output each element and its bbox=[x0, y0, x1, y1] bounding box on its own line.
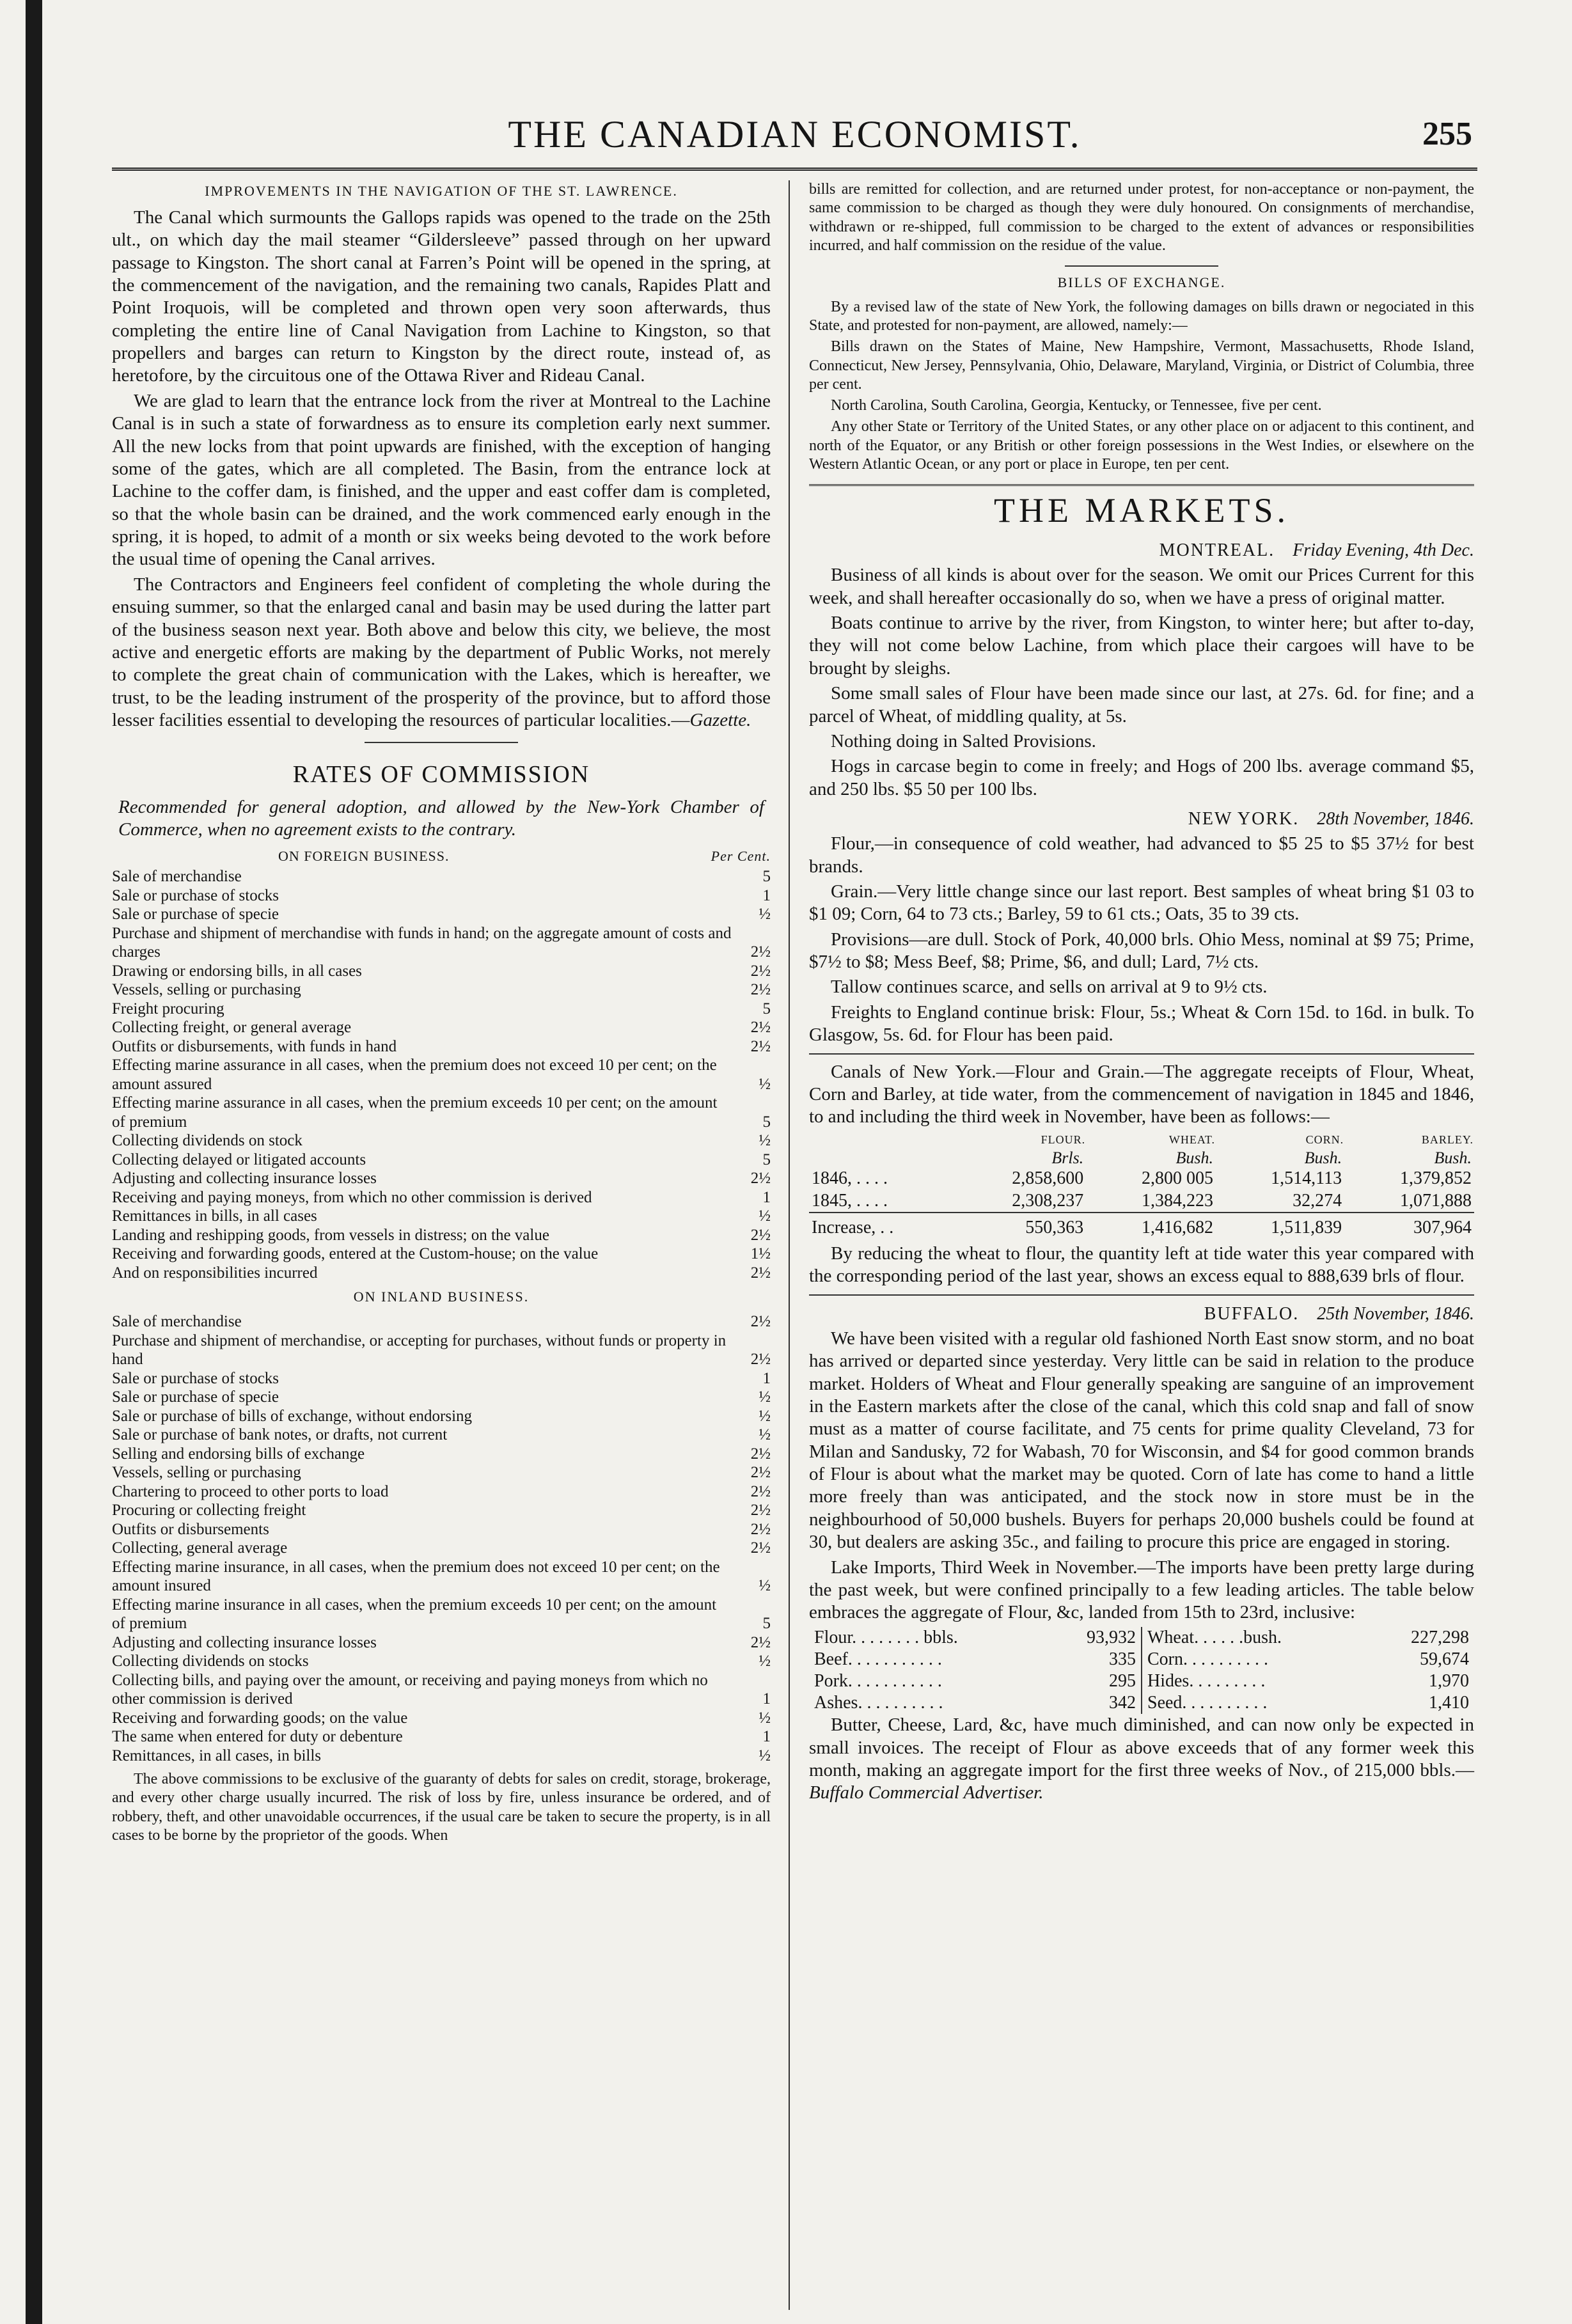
rate-value: 2½ bbox=[750, 981, 771, 999]
rate-value: 5 bbox=[762, 1150, 771, 1168]
import-row bbox=[1147, 1692, 1469, 1714]
canals-column-header: FLOUR. bbox=[1041, 1133, 1086, 1146]
buffalo-paragraph-2: Lake Imports, Third Week in November.—The imports have been pretty large during the past week, but were confined principally to a few leading articles. The table below embraces the aggregate of Flour, &c, landed from 15th to 23rd, inclusive: bbox=[809, 1557, 1474, 1623]
rate-item: Vessels, selling or purchasing bbox=[112, 981, 301, 999]
rate-row bbox=[112, 1264, 771, 1283]
rate-value: 2½ bbox=[750, 1502, 771, 1519]
rate-row bbox=[112, 1482, 771, 1502]
canals-outro: By reducing the wheat to flour, the quantity left at tide water this year compared with the corresponding period of the last year, shows an excess equal to 888,639 brls of flour. bbox=[809, 1243, 1474, 1287]
commission-footnote: The above commissions to be exclusive of the guaranty of debts for sales on credit, storage, brokerage, and every other charge usually incurred. The risk of loss by fire, unless insurance be ordered, and of robbery, theft, and other unavoidable occurrences, if the usual care be taken to secure the property, is in all cases to be borne by the proprietor of the goods. When bbox=[112, 1771, 771, 1844]
rate-row bbox=[112, 1501, 771, 1520]
canals-units-row bbox=[809, 1148, 1474, 1168]
rate-row bbox=[112, 1094, 771, 1131]
import-value: 59,674 bbox=[1420, 1649, 1469, 1669]
rate-value: 1 bbox=[762, 1369, 771, 1387]
rate-item: Effecting marine assurance in all cases, when the premium exceeds 10 per cent; on the amount of premium bbox=[112, 1094, 718, 1131]
canals-column-header: WHEAT. bbox=[1168, 1133, 1216, 1146]
rate-item: Collecting, general average bbox=[112, 1539, 288, 1557]
canals-cell: 1845, . . . . bbox=[812, 1190, 888, 1211]
rate-item: Remittances in bills, in all cases bbox=[112, 1207, 317, 1225]
rate-value: ½ bbox=[758, 1426, 771, 1444]
rate-value: 1 bbox=[762, 1188, 771, 1206]
buffalo-paragraph-3 bbox=[809, 1714, 1474, 1805]
montreal-paragraph-4: Nothing doing in Salted Provisions. bbox=[831, 730, 1096, 751]
montreal-paragraph-1: Business of all kinds is about over for the season. We omit our Prices Current for this week, and shall hereafter occasionally do so, when we have a press of original matter. bbox=[809, 565, 1474, 608]
per-cent-label: Per Cent. bbox=[711, 847, 771, 864]
rate-item: Effecting marine insurance, in all cases, when the premium does not exceed 10 per cent; on the amount insured bbox=[112, 1558, 720, 1595]
import-row bbox=[1147, 1627, 1469, 1649]
right-column bbox=[809, 180, 1474, 1807]
exchange-paragraph-4: Any other State or Territory of the United States, or any other place on or adjacent to this continent, and north of the Equator, or any British or other foreign possessions in the West Indies, or elsewhere on the Western Atlantic Ocean, or any port or place in Europe, ten per cent. bbox=[809, 418, 1474, 473]
import-row bbox=[814, 1692, 1136, 1714]
rate-value: ½ bbox=[758, 1577, 771, 1595]
buffalo-paragraph-1: We have been visited with a regular old fashioned North East snow storm, and no boat has arrived or departed since yesterday. Very little can be said in relation to the produce market. Holders of Wheat and Flour generally speaking are sanguine of an improvement in the Eastern markets after the close of the canal, which this cold snap and fall of snow must as a matter of course facilitate, and 75 cents for prime quality Cleveland, 73 for Milan and Sandusky, 72 for Wabash, 70 for Wisconsin, and $4 for good common brands of Flour is about what the market may be quoted. Corn of late has come to hand a little more freely than was anticipated, and the stock now in store must be in the neighbourhood of 50,000 bushels. Buyers for perhaps 20,000 bushels could be found at 30, but dealers are asking 35c., and failing to procure this price are engaged in storing. bbox=[809, 1328, 1474, 1553]
import-value: 1,410 bbox=[1429, 1693, 1469, 1713]
rate-value: ½ bbox=[758, 1132, 771, 1150]
exchange-paragraph-3: North Carolina, South Carolina, Georgia, Kentucky, or Tennessee, five per cent. bbox=[831, 397, 1322, 414]
rate-row bbox=[112, 867, 771, 886]
markets-title: THE MARKETS. bbox=[809, 484, 1474, 532]
rate-row bbox=[112, 1188, 771, 1207]
rate-item: Collecting dividends on stocks bbox=[112, 1653, 309, 1670]
new-york-paragraph-5: Freights to England continue brisk: Flour, 5s.; Wheat & Corn 15d. to 16d. in bulk. To Glasgow, 5s. 6d. for Flour has been paid. bbox=[809, 1001, 1474, 1046]
rate-value: 2½ bbox=[750, 1464, 771, 1482]
rate-value: 2½ bbox=[750, 1019, 771, 1037]
newspaper-page bbox=[112, 109, 1477, 2309]
column-divider bbox=[789, 180, 790, 2310]
rate-value: 2½ bbox=[750, 1351, 771, 1369]
imports-left-column bbox=[809, 1627, 1141, 1715]
navigation-heading: IMPROVEMENTS IN THE NAVIGATION OF THE ST. LAWRENCE. bbox=[205, 183, 678, 199]
rate-row bbox=[112, 1169, 771, 1188]
rate-value: ½ bbox=[758, 1709, 771, 1727]
rate-row bbox=[112, 1671, 771, 1709]
page-header bbox=[112, 109, 1477, 171]
rate-value: 5 bbox=[762, 1000, 771, 1017]
rate-item: Sale of merchandise bbox=[112, 1313, 242, 1331]
montreal-paragraph-2: Boats continue to arrive by the river, from Kingston, to winter here; but after to-day, they will not come below Lachine, from which place their cargoes will have to be brought by sleighs. bbox=[809, 613, 1474, 679]
rate-item: Sale or purchase of stocks bbox=[112, 886, 279, 904]
rate-item: Sale of merchandise bbox=[112, 868, 242, 886]
rate-item: The same when entered for duty or debenture bbox=[112, 1728, 403, 1746]
import-item: Wheat. . . . . .bush. bbox=[1147, 1627, 1282, 1647]
import-value: 1,970 bbox=[1429, 1670, 1469, 1691]
canals-row bbox=[809, 1190, 1474, 1213]
rate-row bbox=[112, 1056, 771, 1094]
rate-value: 2½ bbox=[750, 1313, 771, 1331]
rate-row bbox=[112, 1000, 771, 1019]
rate-item: Outfits or disbursements bbox=[112, 1520, 269, 1538]
canals-cell: 32,274 bbox=[1293, 1190, 1342, 1211]
rate-row bbox=[112, 1633, 771, 1653]
rate-row bbox=[112, 980, 771, 1000]
rate-row bbox=[112, 886, 771, 906]
canals-cell: 2,308,237 bbox=[1012, 1190, 1084, 1211]
new-york-paragraph-4: Tallow continues scarce, and sells on arrival at 9 to 9½ cts. bbox=[831, 977, 1268, 998]
buffalo-date: 25th November, 1846. bbox=[1317, 1303, 1474, 1324]
foreign-business-heading-row bbox=[112, 848, 771, 865]
canals-column-header: BARLEY. bbox=[1421, 1133, 1474, 1146]
rate-item: Remittances, in all cases, in bills bbox=[112, 1747, 322, 1764]
exchange-heading: BILLS OF EXCHANGE. bbox=[1057, 274, 1226, 291]
rate-row bbox=[112, 1207, 771, 1226]
canals-column-header: CORN. bbox=[1305, 1133, 1344, 1146]
rate-value: ½ bbox=[758, 1207, 771, 1225]
new-york-dateline bbox=[809, 808, 1474, 830]
rate-row bbox=[112, 1747, 771, 1766]
rate-value: 2½ bbox=[750, 962, 771, 980]
left-column bbox=[112, 180, 771, 1848]
import-row bbox=[814, 1627, 1136, 1649]
rate-item: Collecting delayed or litigated accounts bbox=[112, 1150, 366, 1168]
rate-value: 1 bbox=[762, 886, 771, 904]
imports-right-column bbox=[1141, 1627, 1474, 1715]
import-item: Ashes. . . . . . . . . . bbox=[814, 1693, 943, 1713]
canals-total-cell: Increase, . . bbox=[809, 1213, 956, 1239]
rate-value: 1½ bbox=[750, 1245, 771, 1263]
rate-value: ½ bbox=[758, 1407, 771, 1425]
rate-value: 2½ bbox=[750, 1226, 771, 1244]
rate-item: Sale or purchase of specie bbox=[112, 1388, 279, 1406]
rate-row bbox=[112, 1652, 771, 1671]
buffalo-dateline bbox=[809, 1303, 1474, 1325]
rate-row bbox=[112, 1520, 771, 1539]
rate-item: Freight procuring bbox=[112, 1000, 224, 1017]
canals-intro: Canals of New York.—Flour and Grain.—The aggregate receipts of Flour, Wheat, Corn and Barley, at tide water, from the commencement of navigation in 1845 and 1846, to and including the third week in November, have been as follows:— bbox=[809, 1061, 1474, 1127]
rate-row bbox=[112, 1331, 771, 1369]
canals-total-cell: 307,964 bbox=[1344, 1213, 1474, 1239]
foreign-business-heading: ON FOREIGN BUSINESS. bbox=[278, 847, 450, 864]
page-title: THE CANADIAN ECONOMIST. bbox=[508, 113, 1081, 155]
rate-value: ½ bbox=[758, 1075, 771, 1093]
canals-cell: 1,384,223 bbox=[1142, 1190, 1214, 1211]
navigation-paragraph-3-text: The Contractors and Engineers feel confident of completing the whole during the ensuing summer, so that the enlarged canal and basin may be used during the latter part of the business season next year. Both above and below this city, we believe, the most active and energetic efforts are making by the department of Public Works, not merely to complete the great chain of communication with the Lakes, which is hereafter, we trust, to be the leading instrument of the prosperity of the province, but to afford those lesser facilities essential to developing the resources of particular localities.— bbox=[112, 574, 771, 731]
rate-value: 1 bbox=[762, 1728, 771, 1746]
scan-edge-bar bbox=[26, 0, 42, 2324]
page-number: 255 bbox=[1422, 116, 1472, 152]
inland-business-heading: ON INLAND BUSINESS. bbox=[353, 1289, 530, 1305]
rate-item: Vessels, selling or purchasing bbox=[112, 1464, 301, 1482]
rate-value: 2½ bbox=[750, 1445, 771, 1463]
rate-item: Adjusting and collecting insurance losses bbox=[112, 1170, 377, 1188]
import-row bbox=[814, 1649, 1136, 1670]
rate-item: Chartering to proceed to other ports to load bbox=[112, 1482, 389, 1500]
import-value: 93,932 bbox=[1087, 1627, 1136, 1647]
canals-table bbox=[809, 1133, 1474, 1239]
rate-row bbox=[112, 1226, 771, 1245]
rate-row bbox=[112, 1131, 771, 1150]
canals-unit bbox=[809, 1148, 956, 1168]
rate-row bbox=[112, 1463, 771, 1482]
commission-title: RATES OF COMMISSION bbox=[292, 761, 590, 789]
rate-row bbox=[112, 1727, 771, 1747]
rate-row bbox=[112, 1018, 771, 1037]
rate-item: Receiving and forwarding goods; on the value bbox=[112, 1709, 408, 1727]
foreign-rates-table bbox=[112, 867, 771, 1282]
rate-value: 2½ bbox=[750, 1264, 771, 1282]
canals-cell: 1,514,113 bbox=[1271, 1168, 1342, 1189]
rate-row bbox=[112, 1596, 771, 1633]
rate-item: Outfits or disbursements, with funds in hand bbox=[112, 1037, 397, 1055]
buffalo-place: BUFFALO. bbox=[1204, 1303, 1300, 1324]
rate-value: 5 bbox=[762, 1113, 771, 1131]
canals-total-cell: 1,511,839 bbox=[1216, 1213, 1344, 1239]
inland-rates-table bbox=[112, 1312, 771, 1765]
canals-total-cell: 1,416,682 bbox=[1086, 1213, 1216, 1239]
new-york-date: 28th November, 1846. bbox=[1317, 809, 1474, 829]
rate-value: ½ bbox=[758, 1388, 771, 1406]
montreal-dateline bbox=[809, 540, 1474, 561]
canals-total-cell: 550,363 bbox=[956, 1213, 1086, 1239]
rate-item: Purchase and shipment of merchandise with funds in hand; on the aggregate amount of costs and charges bbox=[112, 924, 732, 961]
import-item: Hides. . . . . . . . . bbox=[1147, 1670, 1266, 1691]
canals-unit: Brls. bbox=[1051, 1148, 1084, 1167]
new-york-paragraph-2: Grain.—Very little change since our last report. Best samples of wheat bring $1 03 to $1 09; Corn, 64 to 73 cts.; Barley, 59 to 61 cts.; Oats, 35 to 39 cts. bbox=[809, 881, 1474, 925]
rate-value: 2½ bbox=[750, 1520, 771, 1538]
exchange-paragraph-1: By a revised law of the state of New York, the following damages on bills drawn or negociated in this State, and protested for non-payment, are allowed, namely:— bbox=[809, 298, 1474, 334]
section-rule bbox=[365, 742, 518, 743]
rate-row bbox=[112, 1244, 771, 1264]
rate-value: 5 bbox=[762, 868, 771, 886]
rate-row bbox=[112, 905, 771, 924]
montreal-date: Friday Evening, 4th Dec. bbox=[1293, 540, 1474, 561]
rate-row bbox=[112, 962, 771, 981]
import-value: 335 bbox=[1109, 1649, 1136, 1669]
rate-item: Procuring or collecting freight bbox=[112, 1502, 306, 1519]
rate-value: ½ bbox=[758, 1747, 771, 1764]
imports-table bbox=[809, 1627, 1474, 1715]
rate-item: Adjusting and collecting insurance losses bbox=[112, 1633, 377, 1651]
rate-value: 2½ bbox=[750, 1170, 771, 1188]
canals-unit: Bush. bbox=[1434, 1148, 1472, 1167]
rate-item: Selling and endorsing bills of exchange bbox=[112, 1445, 365, 1463]
canals-cell: 2,858,600 bbox=[1012, 1168, 1084, 1189]
import-row bbox=[1147, 1649, 1469, 1670]
rate-row bbox=[112, 1425, 771, 1445]
canals-total-row bbox=[809, 1213, 1474, 1239]
buffalo-paragraph-3-text: Butter, Cheese, Lard, &c, have much diminished, and can now only be expected in small invoices. The receipt of Flour as above exceeds that of any former week this month, making an aggregate import for the first three weeks of Nov., of 215,000 bbls.— bbox=[809, 1715, 1474, 1781]
rate-row bbox=[112, 1407, 771, 1426]
import-item: Beef. . . . . . . . . . . bbox=[814, 1649, 942, 1669]
rate-item: Receiving and forwarding goods, entered at the Custom-house; on the value bbox=[112, 1245, 599, 1263]
canals-cell: 2,800 005 bbox=[1142, 1168, 1214, 1189]
rate-row bbox=[112, 1369, 771, 1388]
rate-value: 2½ bbox=[750, 1539, 771, 1557]
commission-subtitle: Recommended for general adoption, and allowed by the New-York Chamber of Commerce, when no agreement exists to the contrary. bbox=[118, 796, 764, 840]
import-value: 227,298 bbox=[1411, 1627, 1469, 1647]
montreal-place: MONTREAL. bbox=[1159, 540, 1275, 561]
rate-item: Sale or purchase of specie bbox=[112, 906, 279, 923]
rate-row bbox=[112, 924, 771, 962]
import-item: Pork. . . . . . . . . . . bbox=[814, 1670, 942, 1691]
navigation-paragraph-3 bbox=[112, 574, 771, 732]
import-item: Flour. . . . . . . . bbls. bbox=[814, 1627, 958, 1647]
section-rule bbox=[809, 1294, 1474, 1296]
exchange-paragraph-2: Bills drawn on the States of Maine, New Hampshire, Vermont, Massachusetts, Rhode Island, Connecticut, New Jersey, Pennsylvania, Ohio, Delaware, Maryland, Virginia, or District of Columbia, three per cent. bbox=[809, 338, 1474, 393]
canals-cell: 1846, . . . . bbox=[812, 1168, 888, 1189]
rate-item: Drawing or endorsing bills, in all cases bbox=[112, 962, 362, 980]
import-value: 295 bbox=[1109, 1670, 1136, 1691]
rate-value: ½ bbox=[758, 1653, 771, 1670]
rate-row bbox=[112, 1150, 771, 1170]
section-rule bbox=[1065, 265, 1218, 267]
navigation-paragraph-1: The Canal which surmounts the Gallops rapids was opened to the trade on the 25th ult., on which day the mail steamer “Gildersleeve” passed through on her upward passage to Kingston. The short canal at Farren’s Point will be opened in the spring, at the commencement of the navigation, and the remaining two canals, Rapides Platt and Point Iroquois, will be completed and thrown open very soon afterwards, thus completing the entire line of Canal Navigation from Lachine to Kingston, so that propellers and barges can return to Kingston by the direct route, instead of, as heretofore, by the circuitous one of the Ottawa River and Rideau Canal. bbox=[112, 207, 771, 386]
canals-cell: 1,071,888 bbox=[1400, 1190, 1472, 1211]
rate-item: Collecting bills, and paying over the amount, or receiving and paying moneys from which no other commission is derived bbox=[112, 1671, 708, 1708]
rate-row bbox=[112, 1388, 771, 1407]
continued-paragraph: bills are remitted for collection, and are returned under protest, for non-acceptance or non-payment, the same commission to be charged as though they were duly honoured. On consignments of merchandise, withdrawn or re-shipped, full commission to be charged to the extent of advances or responsibilities incurred, and half commission on the residue of the value. bbox=[809, 181, 1474, 254]
montreal-paragraph-3: Some small sales of Flour have been made since our last, at 27s. 6d. for fine; and a parcel of Wheat, of middling quality, at 5s. bbox=[809, 683, 1474, 726]
import-row bbox=[814, 1670, 1136, 1692]
rate-row bbox=[112, 1037, 771, 1056]
rate-row bbox=[112, 1558, 771, 1596]
rate-value: 5 bbox=[762, 1615, 771, 1633]
import-row bbox=[1147, 1670, 1469, 1692]
canals-cell: 1,379,852 bbox=[1400, 1168, 1472, 1189]
canals-unit: Bush. bbox=[1175, 1148, 1214, 1167]
canals-column-header bbox=[809, 1133, 956, 1148]
rate-item: And on responsibilities incurred bbox=[112, 1264, 318, 1282]
rate-row bbox=[112, 1709, 771, 1728]
navigation-paragraph-2: We are glad to learn that the entrance lock from the river at Montreal to the Lachine Canal is in such a state of forwardness as to ensure its completion early next summer. All the new locks from that point upwards are finished, with the exception of hanging some of the gates, which are all completed. The Basin, from the entrance lock at Lachine to the coffer dam, is finished, and the upper and east coffer dam is completed, so that the whole basin can be drained, and the work commenced early enough in the spring, it is hoped, to admit of a month or six weeks being devoted to the work before the usual time of opening the Canal arrives. bbox=[112, 390, 771, 570]
navigation-source: Gazette. bbox=[689, 710, 751, 731]
rate-item: Purchase and shipment of merchandise, or accepting for purchases, without funds or property in hand bbox=[112, 1331, 727, 1369]
rate-item: Effecting marine insurance in all cases, when the premium exceeds 10 per cent; on the amount of premium bbox=[112, 1596, 717, 1633]
rate-item: Receiving and paying moneys, from which no other commission is derived bbox=[112, 1188, 592, 1206]
rate-item: Sale or purchase of bills of exchange, without endorsing bbox=[112, 1407, 473, 1425]
new-york-paragraph-3: Provisions—are dull. Stock of Pork, 40,000 brls. Ohio Mess, nominal at $9 75; Prime, $7½ to $8; Mess Beef, $8; Prime, $6, and dull; Lard, 7½ cts. bbox=[809, 929, 1474, 973]
rate-row bbox=[112, 1445, 771, 1464]
rate-item: Collecting dividends on stock bbox=[112, 1132, 303, 1150]
montreal-paragraph-5: Hogs in carcase begin to come in freely; and Hogs of 200 lbs. average command $5, and 250 lbs. $5 50 per 100 lbs. bbox=[809, 756, 1474, 799]
import-item: Corn. . . . . . . . . . bbox=[1147, 1649, 1268, 1669]
section-rule bbox=[809, 1053, 1474, 1055]
rate-item: Effecting marine assurance in all cases, when the premium does not exceed 10 per cent; on the amount assured bbox=[112, 1056, 717, 1093]
rate-value: 2½ bbox=[750, 1482, 771, 1500]
rate-row bbox=[112, 1539, 771, 1558]
rate-value: 1 bbox=[762, 1690, 771, 1708]
canals-row bbox=[809, 1168, 1474, 1189]
rate-value: 2½ bbox=[750, 1037, 771, 1055]
rate-item: Collecting freight, or general average bbox=[112, 1019, 352, 1037]
new-york-place: NEW YORK. bbox=[1188, 809, 1300, 829]
rate-item: Sale or purchase of stocks bbox=[112, 1369, 279, 1387]
rate-value: ½ bbox=[758, 906, 771, 923]
buffalo-source: Buffalo Commercial Advertiser. bbox=[809, 1782, 1044, 1803]
canals-unit: Bush. bbox=[1304, 1148, 1342, 1167]
import-value: 342 bbox=[1109, 1693, 1136, 1713]
import-item: Seed. . . . . . . . . . bbox=[1147, 1693, 1268, 1713]
rate-item: Sale or purchase of bank notes, or drafts, not current bbox=[112, 1426, 448, 1444]
rate-row bbox=[112, 1312, 771, 1331]
rate-value: 2½ bbox=[750, 943, 771, 961]
rate-value: 2½ bbox=[750, 1633, 771, 1651]
rate-item: Landing and reshipping goods, from vessels in distress; on the value bbox=[112, 1226, 549, 1244]
new-york-paragraph-1: Flour,—in consequence of cold weather, had advanced to $5 25 to $5 37½ for best brands. bbox=[809, 833, 1474, 877]
